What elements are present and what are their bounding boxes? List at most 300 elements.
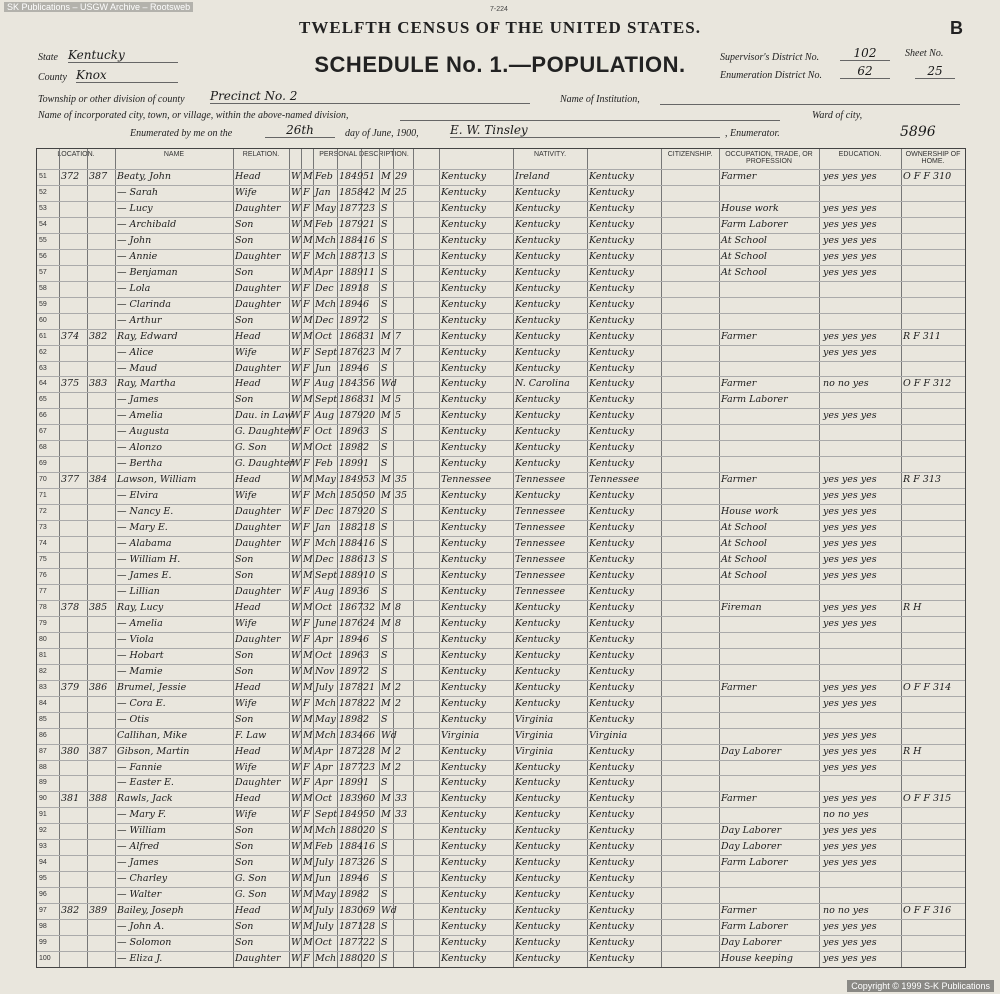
line-number: 100	[39, 955, 51, 963]
cell-month: Dec	[315, 282, 334, 294]
table-row	[37, 568, 965, 585]
cell-age: 6	[363, 362, 370, 374]
cell-mother: Kentucky	[589, 186, 634, 198]
cell-born: Kentucky	[441, 394, 486, 406]
cell-name: — Solomon	[117, 937, 172, 949]
cell-year: 1872	[339, 745, 364, 757]
table-row	[37, 376, 965, 393]
table-row	[37, 807, 965, 824]
cell-name: Rawls, Jack	[117, 793, 173, 805]
cell-year: 1858	[339, 186, 364, 198]
cell-color: W	[291, 314, 301, 326]
line-number: 89	[39, 779, 47, 787]
cell-year: 1894	[339, 873, 364, 885]
table-row	[37, 728, 965, 745]
cell-age: 53	[363, 474, 376, 486]
cell-born: Kentucky	[441, 458, 486, 470]
cell-born: Kentucky	[441, 426, 486, 438]
cell-age: 22	[363, 697, 376, 709]
cell-month: Mch	[315, 729, 337, 741]
cell-mother: Kentucky	[589, 585, 634, 597]
cell-year: 1887	[339, 250, 364, 262]
cell-sex: M	[303, 937, 313, 949]
cell-married: 2	[395, 761, 402, 773]
line-number: 79	[39, 619, 47, 627]
cell-color: W	[291, 761, 301, 773]
cell-marital: M	[381, 330, 391, 342]
cell-father: Tennessee	[515, 585, 566, 597]
cell-year: 1894	[339, 362, 364, 374]
cell-occupation: At School	[721, 570, 767, 581]
cell-marital: S	[381, 921, 388, 933]
cell-marital: S	[381, 953, 388, 965]
cell-age: 20	[363, 953, 376, 965]
cell-color: W	[291, 601, 301, 613]
cell-marital: M	[381, 681, 391, 693]
cell-color: W	[291, 554, 301, 566]
cell-name: — Hobart	[117, 649, 164, 661]
cell-relation: Son	[235, 554, 254, 566]
cell-month: Oct	[315, 649, 332, 661]
cell-year: 1879	[339, 410, 364, 422]
cell-family: 384	[89, 474, 108, 486]
table-row	[37, 472, 965, 489]
cell-mother: Kentucky	[589, 314, 634, 326]
cell-born: Kentucky	[441, 490, 486, 502]
cell-own: O F F 316	[903, 905, 952, 917]
cell-father: Kentucky	[515, 617, 560, 629]
cell-month: Mch	[315, 825, 337, 837]
line-number: 87	[39, 747, 47, 755]
cell-year: 1834	[339, 729, 364, 741]
cell-born: Kentucky	[441, 298, 486, 310]
line-number: 92	[39, 827, 47, 835]
cell-relation: Head	[235, 793, 261, 805]
cell-color: W	[291, 202, 301, 214]
cell-sex: M	[303, 841, 313, 853]
cell-marital: S	[381, 937, 388, 949]
cell-sex: F	[303, 761, 310, 773]
cell-color: W	[291, 841, 301, 853]
cell-relation: Son	[235, 857, 254, 869]
cell-mother: Kentucky	[589, 761, 634, 773]
cell-color: W	[291, 665, 301, 677]
table-row	[37, 201, 965, 218]
cell-born: Kentucky	[441, 522, 486, 534]
cell-father: Ireland	[515, 171, 550, 182]
cell-married: 2	[395, 681, 402, 693]
line-number: 78	[39, 603, 47, 611]
cell-year: 1868	[339, 394, 364, 406]
cell-relation: Head	[235, 681, 261, 693]
line-number: 85	[39, 715, 47, 723]
cell-mother: Kentucky	[589, 889, 634, 901]
table-row	[37, 265, 965, 282]
cell-month: May	[315, 713, 336, 725]
cell-born: Kentucky	[441, 761, 486, 773]
cell-father: Kentucky	[515, 921, 560, 933]
cell-year: 1884	[339, 538, 364, 550]
cell-father: Kentucky	[515, 394, 560, 406]
cell-color: W	[291, 171, 301, 182]
line-number: 76	[39, 572, 47, 579]
cell-mother: Kentucky	[589, 171, 634, 182]
table-row	[37, 632, 965, 649]
cell-occupation: Farmer	[721, 905, 757, 917]
cell-marital: M	[381, 394, 391, 406]
cell-color: W	[291, 777, 301, 789]
cell-edu: yes yes yes	[823, 554, 877, 566]
cell-house: 381	[61, 793, 80, 805]
cell-color: W	[291, 330, 301, 342]
cell-born: Kentucky	[441, 745, 486, 757]
cell-mother: Kentucky	[589, 538, 634, 550]
cell-family: 387	[89, 745, 108, 757]
cell-born: Kentucky	[441, 809, 486, 821]
cell-occupation: Fireman	[721, 601, 762, 613]
cell-name: — James E.	[117, 570, 172, 581]
cell-mother: Virginia	[589, 729, 628, 741]
cell-name: — Lillian	[117, 585, 160, 597]
cell-relation: Head	[235, 601, 261, 613]
cell-color: W	[291, 745, 301, 757]
cell-occupation: Farmer	[721, 330, 757, 342]
cell-father: Tennessee	[515, 538, 566, 550]
cell-month: Nov	[315, 665, 335, 677]
cell-year: 1879	[339, 218, 364, 230]
cell-born: Kentucky	[441, 346, 486, 358]
line-number: 71	[39, 492, 47, 500]
cell-mother: Kentucky	[589, 665, 634, 677]
cell-relation: Wife	[235, 617, 257, 629]
cell-age: 24	[363, 617, 376, 629]
cell-color: W	[291, 442, 301, 454]
cell-month: Jun	[315, 362, 332, 374]
cell-age: 31	[363, 394, 376, 406]
cell-sex: F	[303, 585, 310, 597]
cell-month: Feb	[315, 171, 333, 182]
cell-age: 2	[363, 665, 370, 677]
cell-mother: Kentucky	[589, 825, 634, 837]
cell-married: 8	[395, 617, 402, 629]
cell-father: Kentucky	[515, 761, 560, 773]
cell-sex: F	[303, 186, 310, 198]
cell-color: W	[291, 186, 301, 198]
form-number: 7-224	[490, 6, 508, 13]
cell-year: 1899	[339, 777, 364, 789]
cell-sex: M	[303, 665, 313, 677]
cell-marital: S	[381, 585, 388, 597]
cell-father: Kentucky	[515, 681, 560, 693]
cell-father: Kentucky	[515, 218, 560, 230]
table-row	[37, 297, 965, 314]
cell-father: Kentucky	[515, 346, 560, 358]
institution-line	[660, 104, 960, 105]
cell-relation: Daughter	[235, 298, 281, 310]
cell-mother: Kentucky	[589, 873, 634, 885]
cell-sex: M	[303, 921, 313, 933]
cell-year: 1898	[339, 713, 364, 725]
cell-color: W	[291, 937, 301, 949]
cell-year: 1898	[339, 889, 364, 901]
table-row	[37, 855, 965, 872]
cell-year: 1880	[339, 825, 364, 837]
cell-born: Kentucky	[441, 234, 486, 246]
header-education: EDUCATION.	[838, 151, 882, 158]
cell-mother: Kentucky	[589, 234, 634, 246]
cell-marital: Wd	[381, 378, 397, 390]
cell-edu: yes yes yes	[823, 171, 877, 182]
cell-occupation: At School	[721, 554, 767, 566]
cell-year: 1884	[339, 234, 364, 246]
cell-color: W	[291, 378, 301, 390]
cell-relation: Head	[235, 745, 261, 757]
cell-occupation: Day Laborer	[721, 841, 782, 853]
cell-edu: yes yes yes	[823, 745, 877, 757]
cell-occupation: Farm Laborer	[721, 921, 788, 933]
cell-father: Kentucky	[515, 825, 560, 837]
cell-edu: no no yes	[823, 905, 869, 917]
cell-born: Kentucky	[441, 873, 486, 885]
cell-name: — Elvira	[117, 490, 159, 502]
cell-name: — Cora E.	[117, 697, 166, 709]
cell-sex: M	[303, 218, 313, 230]
cell-mother: Kentucky	[589, 442, 634, 454]
township-value: Precinct No. 2	[210, 89, 530, 104]
cell-age: 6	[363, 298, 370, 310]
cell-relation: Dau. in Law	[235, 410, 293, 422]
cell-mother: Kentucky	[589, 554, 634, 566]
cell-edu: yes yes yes	[823, 697, 877, 709]
enumerator-label: , Enumerator.	[725, 128, 780, 139]
cell-sex: M	[303, 314, 313, 326]
cell-edu: yes yes yes	[823, 921, 877, 933]
cell-sex: F	[303, 298, 310, 310]
cell-month: June	[315, 617, 337, 629]
cell-age: 26	[363, 857, 376, 869]
cell-married: 25	[395, 186, 408, 198]
cell-sex: F	[303, 346, 310, 358]
cell-sex: M	[303, 825, 313, 837]
cell-name: — Nancy E.	[117, 506, 174, 518]
line-number: 84	[39, 699, 47, 707]
cell-relation: Son	[235, 218, 254, 230]
cell-marital: S	[381, 633, 388, 645]
cell-sex: M	[303, 681, 313, 693]
cell-born: Kentucky	[441, 713, 486, 725]
cell-marital: M	[381, 490, 391, 502]
line-number: 72	[39, 508, 47, 516]
cell-father: Kentucky	[515, 442, 560, 454]
cell-father: Kentucky	[515, 697, 560, 709]
table-row	[37, 281, 965, 298]
cell-mother: Kentucky	[589, 921, 634, 933]
cell-name: Ray, Martha	[117, 378, 176, 390]
cell-relation: Son	[235, 314, 254, 326]
cell-sex: M	[303, 857, 313, 869]
cell-sex: M	[303, 554, 313, 566]
cell-relation: Head	[235, 330, 261, 342]
cell-edu: yes yes yes	[823, 474, 877, 486]
cell-sex: F	[303, 426, 310, 438]
cell-month: Oct	[315, 330, 332, 342]
cell-name: — Charley	[117, 873, 168, 885]
cell-own: O F F 312	[903, 378, 952, 390]
cell-edu: yes yes yes	[823, 218, 877, 230]
cell-year: 1849	[339, 171, 364, 182]
cell-name: — Alabama	[117, 538, 172, 550]
cell-age: 13	[363, 554, 376, 566]
cell-born: Kentucky	[441, 410, 486, 422]
cell-age: 16	[363, 841, 376, 853]
table-row	[37, 712, 965, 729]
cell-mother: Kentucky	[589, 777, 634, 789]
table-row	[37, 313, 965, 330]
cell-year: 1891	[339, 282, 364, 294]
cell-married: 2	[395, 745, 402, 757]
cell-sex: F	[303, 809, 310, 821]
cell-married: 33	[395, 809, 408, 821]
enum-district-label: Enumeration District No.	[720, 70, 822, 81]
cell-relation: Head	[235, 474, 261, 486]
cell-name: — Mary E.	[117, 522, 168, 534]
cell-father: Kentucky	[515, 953, 560, 965]
cell-family: 389	[89, 905, 108, 917]
cell-age: 22	[363, 937, 376, 949]
cell-month: July	[315, 905, 334, 917]
cell-name: — Amelia	[117, 410, 163, 422]
cell-born: Kentucky	[441, 250, 486, 262]
cell-age: 2	[363, 713, 370, 725]
line-number: 56	[39, 252, 47, 260]
cell-relation: Son	[235, 570, 254, 581]
cell-relation: Son	[235, 841, 254, 853]
cell-relation: G. Son	[235, 873, 267, 885]
cell-relation: Head	[235, 171, 261, 182]
enum-district-value: 62	[840, 64, 890, 79]
cell-occupation: At School	[721, 522, 767, 534]
cell-year: 1886	[339, 554, 364, 566]
line-number: 64	[39, 380, 47, 388]
cell-marital: M	[381, 474, 391, 486]
cell-mother: Kentucky	[589, 937, 634, 949]
cell-born: Kentucky	[441, 362, 486, 374]
cell-mother: Kentucky	[589, 841, 634, 853]
cell-relation: Son	[235, 713, 254, 725]
cell-sex: M	[303, 266, 313, 278]
header-location: LOCATION.	[57, 151, 95, 158]
cell-marital: S	[381, 554, 388, 566]
cell-father: Kentucky	[515, 298, 560, 310]
cell-own: R F 311	[903, 330, 941, 342]
table-row	[37, 664, 965, 681]
watermark: SK Publications – USGW Archive – Rootsweb	[4, 2, 193, 12]
cell-age: 23	[363, 202, 376, 214]
cell-edu: yes yes yes	[823, 617, 877, 629]
cell-year: 1894	[339, 298, 364, 310]
cell-month: May	[315, 202, 336, 214]
cell-month: Mch	[315, 538, 337, 550]
cell-relation: G. Son	[235, 889, 267, 901]
cell-marital: Wd	[381, 729, 397, 741]
cell-year: 1896	[339, 649, 364, 661]
cell-father: Kentucky	[515, 362, 560, 374]
cell-edu: yes yes yes	[823, 761, 877, 773]
line-number: 91	[39, 811, 47, 819]
cell-edu: yes yes yes	[823, 953, 877, 965]
cell-father: Kentucky	[515, 330, 560, 342]
cell-occupation: Farm Laborer	[721, 857, 788, 869]
cell-edu: no no yes	[823, 378, 869, 390]
line-number: 59	[39, 300, 47, 308]
enumerated-label: Enumerated by me on the	[130, 128, 233, 139]
cell-month: Mch	[315, 234, 337, 246]
cell-edu: yes yes yes	[823, 793, 877, 805]
header-nativity: NATIVITY.	[533, 151, 567, 158]
table-row	[37, 871, 965, 888]
cell-born: Kentucky	[441, 601, 486, 613]
cell-born: Kentucky	[441, 857, 486, 869]
cell-born: Kentucky	[441, 617, 486, 629]
cell-age: 28	[363, 745, 376, 757]
cell-marital: M	[381, 410, 391, 422]
cell-sex: M	[303, 729, 313, 741]
cell-born: Kentucky	[441, 570, 486, 581]
cell-born: Kentucky	[441, 665, 486, 677]
cell-age: 42	[363, 186, 376, 198]
cell-born: Kentucky	[441, 218, 486, 230]
cell-year: 1897	[339, 665, 364, 677]
cell-year: 1878	[339, 697, 364, 709]
cell-name: — Lucy	[117, 202, 153, 214]
cell-name: Lawson, William	[117, 474, 197, 486]
cell-year: 1889	[339, 570, 364, 581]
line-number: 77	[39, 587, 47, 595]
line-number: 97	[39, 907, 47, 915]
cell-sex: M	[303, 713, 313, 725]
cell-name: — Walter	[117, 889, 162, 901]
cell-marital: S	[381, 234, 388, 246]
cell-sex: M	[303, 873, 313, 885]
line-number: 57	[39, 268, 47, 276]
cell-occupation: At School	[721, 538, 767, 550]
table-row	[37, 552, 965, 569]
cell-sex: M	[303, 171, 313, 182]
line-number: 54	[39, 220, 47, 228]
cell-sex: F	[303, 202, 310, 214]
cell-relation: Daughter	[235, 522, 281, 534]
cell-father: Kentucky	[515, 809, 560, 821]
cell-marital: S	[381, 873, 388, 885]
cell-sex: M	[303, 649, 313, 661]
cell-marital: S	[381, 506, 388, 518]
cell-color: W	[291, 522, 301, 534]
line-number: 95	[39, 875, 47, 883]
cell-relation: Daughter	[235, 202, 281, 214]
cell-marital: S	[381, 522, 388, 534]
cell-own: R H	[903, 601, 922, 613]
cell-born: Tennessee	[441, 474, 492, 486]
cell-marital: S	[381, 426, 388, 438]
cell-color: W	[291, 649, 301, 661]
cell-sex: F	[303, 410, 310, 422]
cell-occupation: House work	[721, 506, 779, 518]
cell-father: Kentucky	[515, 266, 560, 278]
table-row	[37, 233, 965, 250]
cell-mother: Kentucky	[589, 490, 634, 502]
cell-age: 6	[363, 585, 370, 597]
cell-father: Kentucky	[515, 633, 560, 645]
